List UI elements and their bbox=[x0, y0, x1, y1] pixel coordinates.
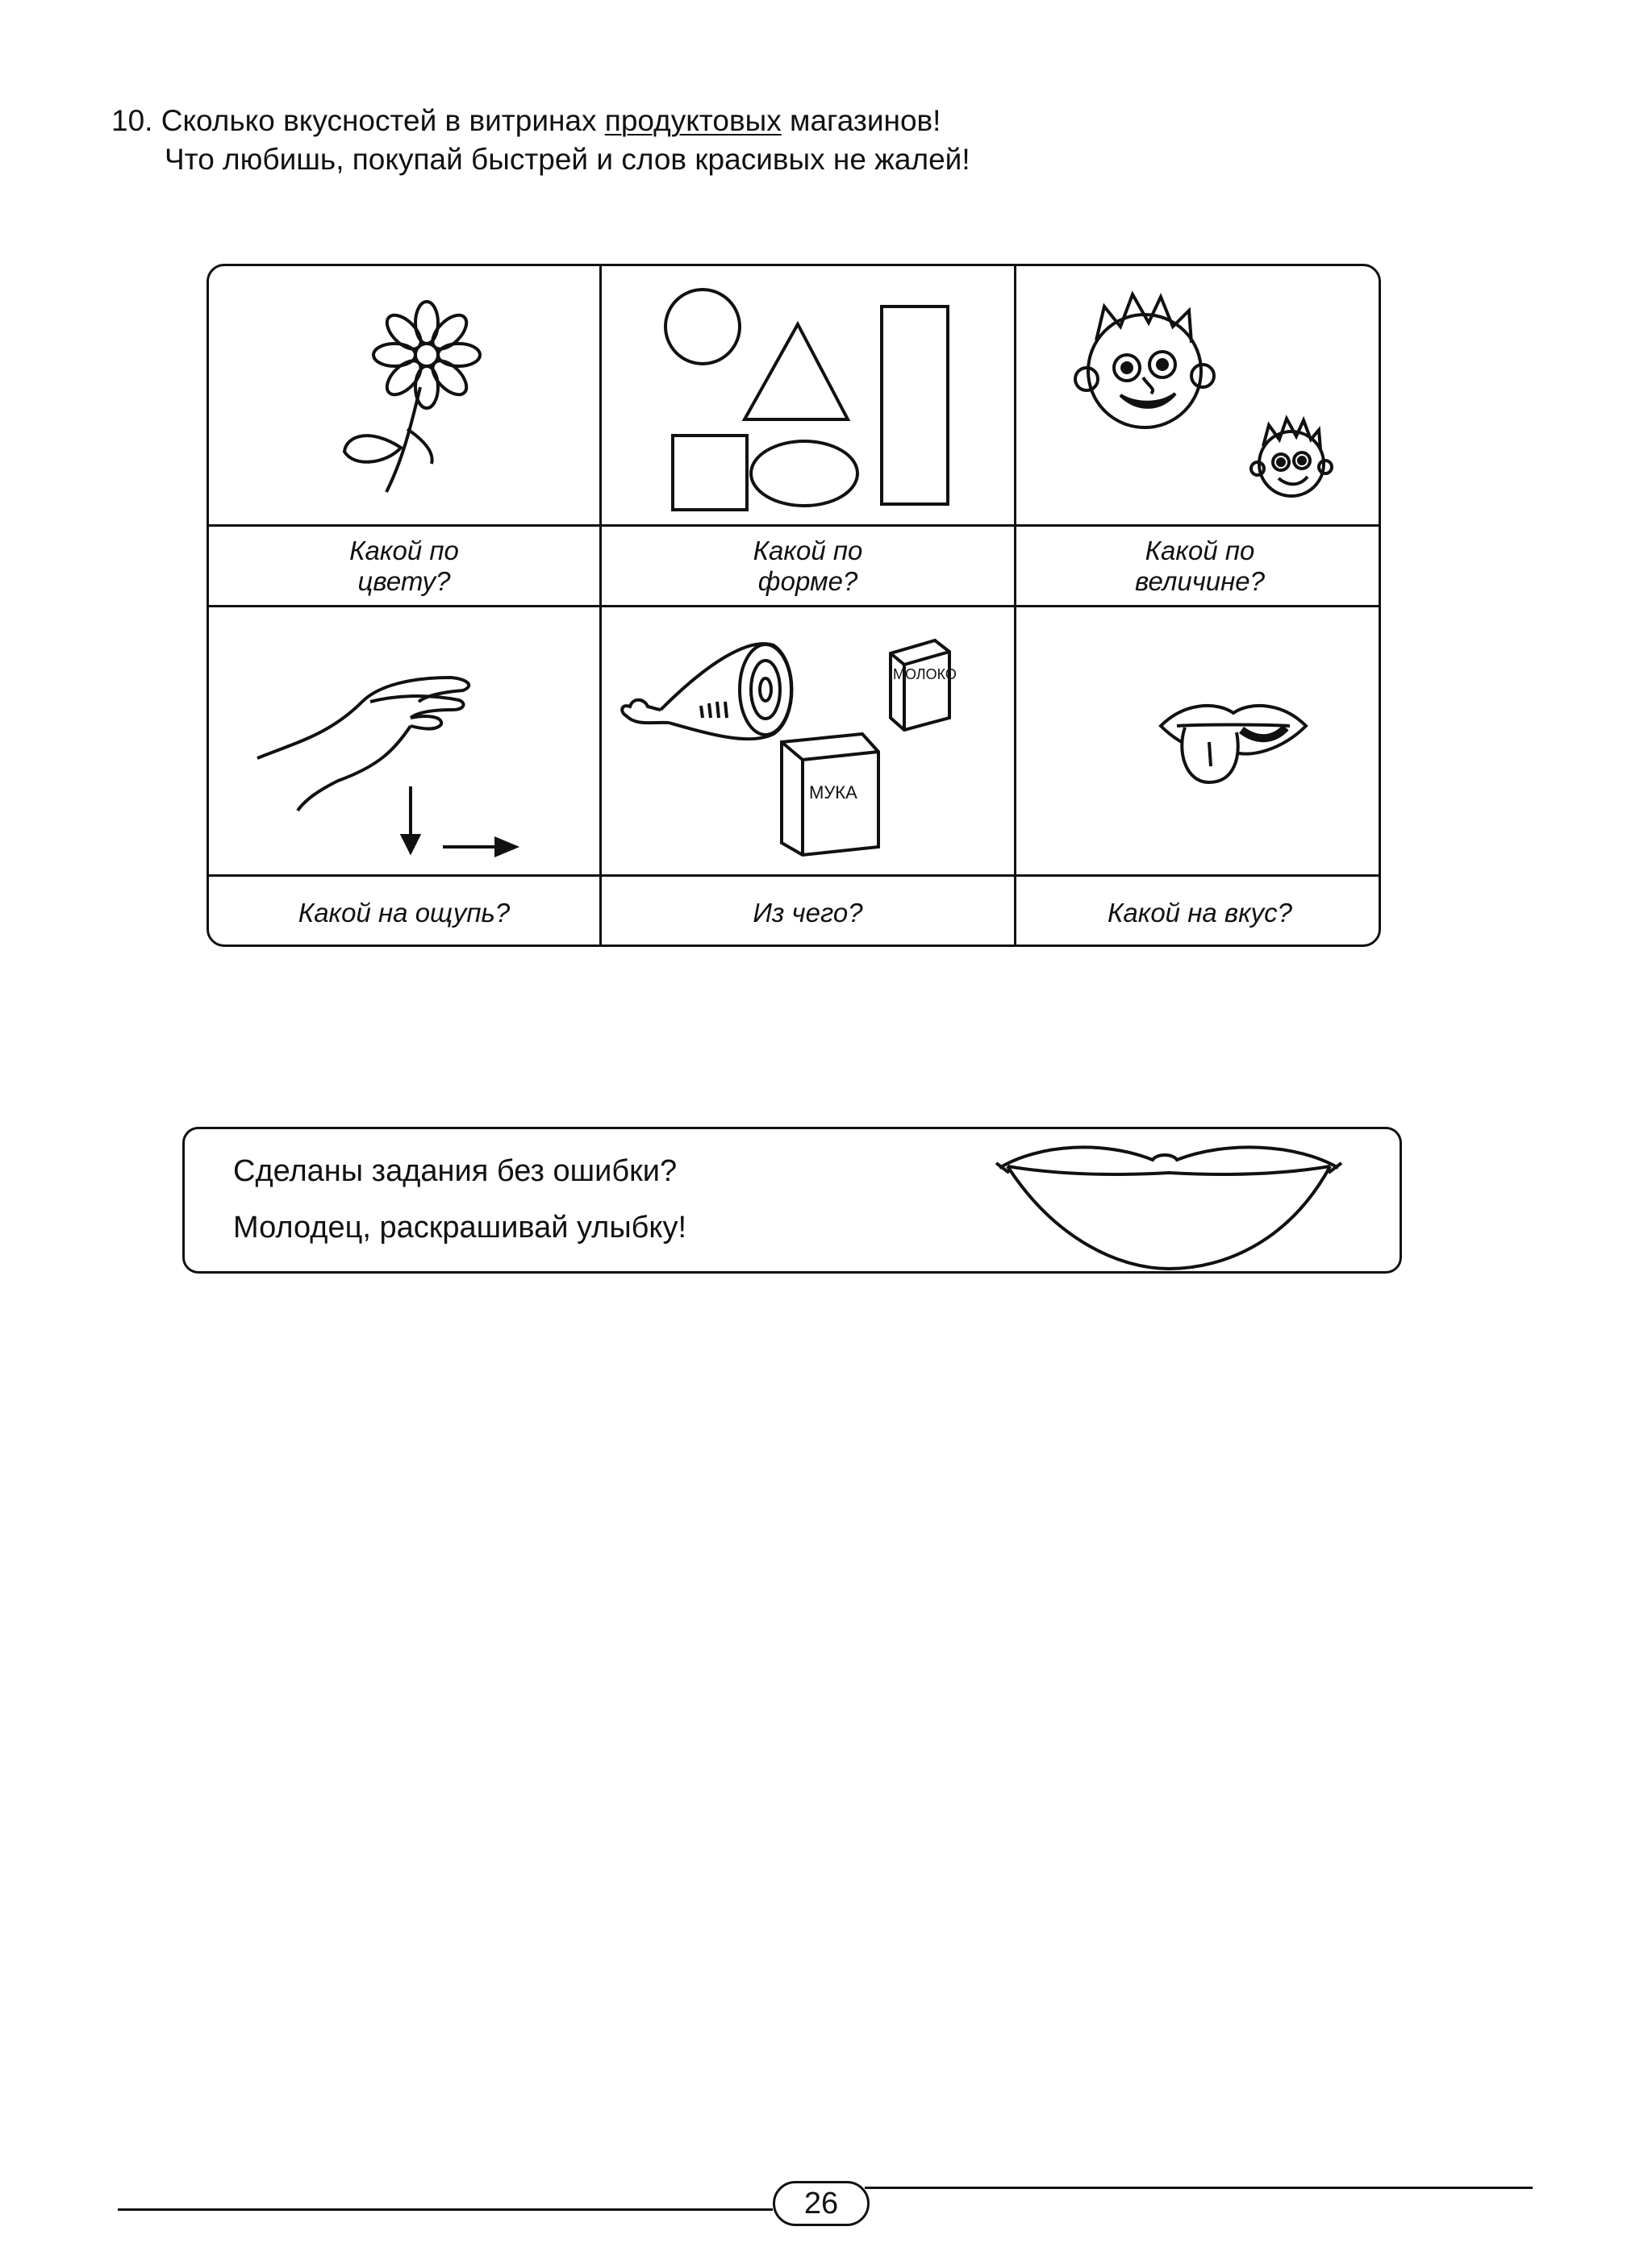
smile-lips-icon bbox=[991, 1136, 1346, 1273]
caption-taste bbox=[1016, 877, 1381, 947]
task-text-end: магазинов! bbox=[781, 104, 941, 137]
caption-size bbox=[1016, 527, 1381, 605]
caption-shape-text: Какой по форме? bbox=[753, 535, 863, 596]
question-grid bbox=[206, 264, 1381, 947]
caption-color bbox=[209, 527, 599, 605]
caption-color-text: Какой по цвету? bbox=[349, 535, 459, 596]
caption-touch bbox=[209, 877, 599, 947]
food-icon bbox=[612, 613, 999, 871]
page-number: 26 bbox=[773, 2181, 870, 2226]
footer-rule-right bbox=[865, 2187, 1533, 2189]
tongue-icon bbox=[1153, 694, 1314, 807]
grid-divider bbox=[209, 605, 1379, 607]
grid-divider bbox=[599, 266, 602, 944]
shapes-icon bbox=[661, 282, 999, 516]
task-underlined-word: продуктовых bbox=[604, 104, 782, 137]
caption-shape bbox=[602, 527, 1014, 605]
grid-divider bbox=[1014, 266, 1016, 944]
task-line-2: Что любишь, покупай быстрей и слов красивых не жалей! bbox=[165, 143, 970, 176]
caption-taste-text: Какой на вкус? bbox=[1107, 898, 1293, 928]
caption-touch-text: Какой на ощупь? bbox=[298, 898, 511, 928]
self-check-box bbox=[182, 1127, 1402, 1274]
self-check-line-2: Молодец, раскрашивай улыбку! bbox=[233, 1211, 687, 1245]
boy-faces-icon bbox=[1072, 282, 1362, 516]
flour-bag-label: МУКА bbox=[809, 782, 857, 803]
caption-size-text: Какой по величине? bbox=[1134, 535, 1266, 596]
flower-icon bbox=[273, 298, 540, 508]
footer-rule-left bbox=[118, 2208, 773, 2211]
task-heading bbox=[111, 102, 970, 179]
task-text-start: Сколько вкусностей в витринах bbox=[161, 104, 605, 137]
caption-material bbox=[602, 877, 1014, 947]
caption-material-text: Из чего? bbox=[753, 898, 863, 928]
task-number: 10. bbox=[111, 104, 153, 137]
task-line-1 bbox=[111, 102, 970, 140]
milk-carton-label: МОЛОКО bbox=[893, 666, 957, 682]
self-check-line-1: Сделаны задания без ошибки? bbox=[233, 1154, 678, 1188]
hand-icon bbox=[249, 645, 572, 863]
